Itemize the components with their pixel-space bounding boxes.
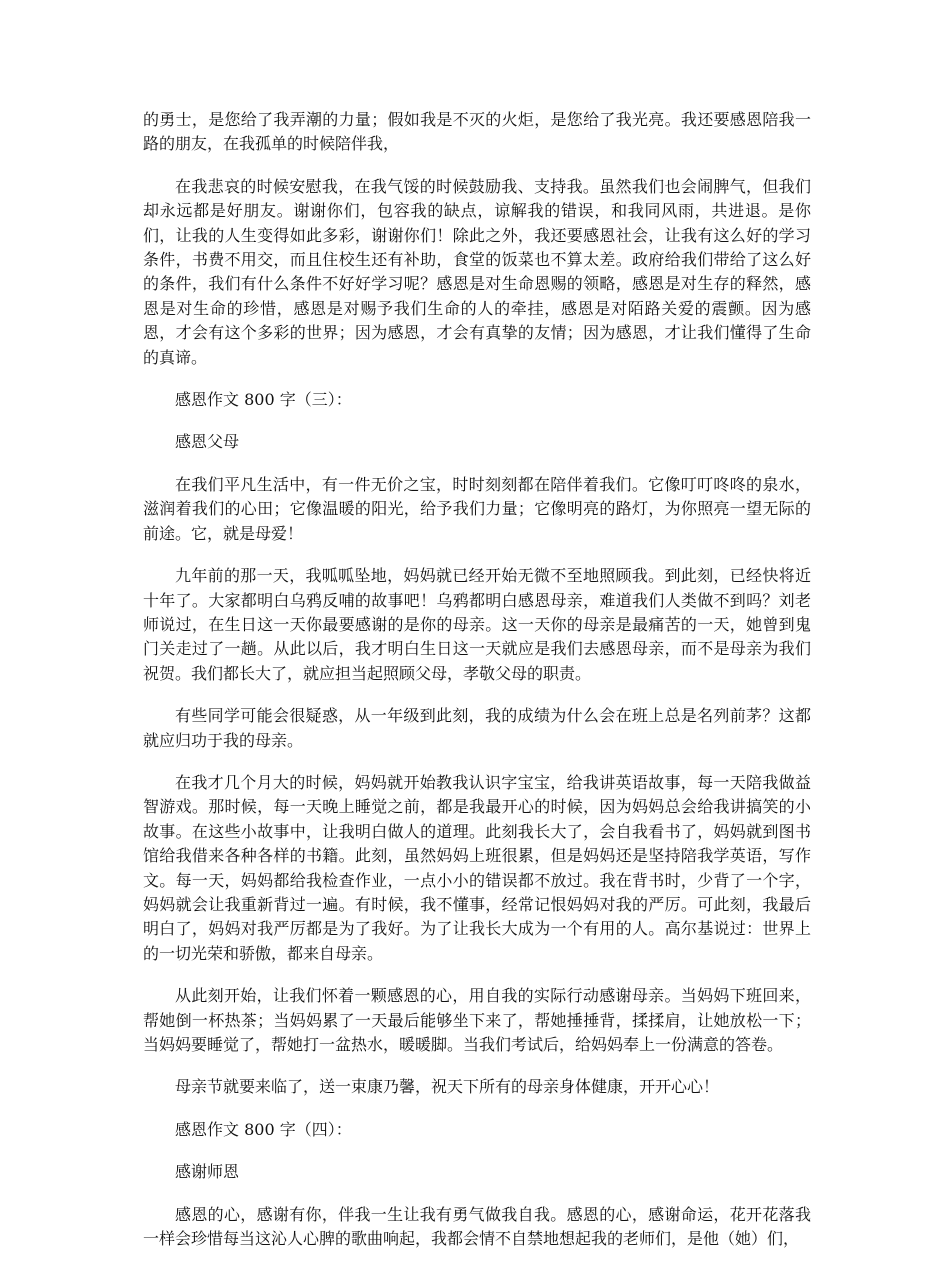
section-heading-three: 感恩作文 800 字（三）： — [175, 390, 352, 410]
paragraph-friends: 在我悲哀的时候安慰我，在我气馁的时候鼓励我、支持我。虽然我们也会闹脾气，但我们却永远都是好朋友。谢谢你们，包容我的缺点，谅解我的错误，和我同风雨，共进退。是你们，让我的人生变得如此多彩，谢谢你们！除此之外，我还要感恩社会，让我有这么好的学习条件，书费不用交，而且住校生还有补助，食堂的饭菜也不算太差。政府给我们带给了这么好的条件，我们有什么条件不好好学习呢？感恩是对生命恩赐的领略，感恩是对生存的释然，感恩是对生命的珍惜，感恩是对赐予我们生命的人的牵挂，感恩是对陌路关爱的震颤。因为感恩，才会有这个多彩的世界；因为感恩，才会有真挚的友情；因为感恩，才让我们懂得了生命的真谛。 — [143, 176, 811, 367]
paragraph-from-now: 从此刻开始，让我们怀着一颗感恩的心，用自我的实际行动感谢母亲。当妈妈下班回来，帮她倒一杯热茶；当妈妈累了一天最后能够坐下来了，帮她捶捶背，揉揉肩，让她放松一下；当妈妈要睡觉了，帮她打一盆热水，暖暖脚。当我们考试后，给妈妈奉上一份满意的答卷。 — [143, 986, 811, 1054]
paragraph-grateful-heart: 感恩的心，感谢有你，伴我一生让我有勇气做我自我。感恩的心，感谢命运，花开花落我一样会珍惜每当这沁人心脾的歌曲响起，我都会情不自禁地想起我的老师们，是他（她）们， — [143, 1204, 811, 1249]
essay-title-thank-teachers: 感谢师恩 — [175, 1162, 240, 1182]
paragraph-mother-teaching: 在我才几个月大的时候，妈妈就开始教我认识字宝宝，给我讲英语故事，每一天陪我做益智游戏。那时候，每一天晚上睡觉之前，都是我最开心的时候，因为妈妈总会给我讲搞笑的小故事。在这些小故事中，让我明白做人的道理。此刻我长大了，会自我看书了，妈妈就到图书馆给我借来各种各样的书籍。此刻，虽然妈妈上班很累，但是妈妈还是坚持陪我学英语，写作文。每一天，妈妈都给我检查作业，一点小小的错误都不放过。我在背书时，少背了一个字，妈妈就会让我重新背过一遍。有时候，我不懂事，经常记恨妈妈对我的严厉。可此刻，我最后明白了，妈妈对我严厉都是为了我好。为了让我长大成为一个有用的人。高尔基说过：世界上的一切光荣和骄傲，都来自母亲。 — [143, 772, 811, 963]
paragraph-mothers-day: 母亲节就要来临了，送一束康乃馨，祝天下所有的母亲身体健康，开开心心！ — [175, 1077, 720, 1097]
essay-title-thank-parents: 感恩父母 — [175, 432, 240, 452]
section-heading-four: 感恩作文 800 字（四）： — [175, 1119, 352, 1139]
paragraph-grades: 有些同学可能会很疑惑，从一年级到此刻，我的成绩为什么会在班上总是名列前茅？这都就应归功于我的母亲。 — [143, 706, 811, 750]
paragraph-continuation: 的勇士，是您给了我弄潮的力量；假如我是不灭的火炬，是您给了我光亮。我还要感恩陪我一路的朋友，在我孤单的时候陪伴我， — [143, 110, 811, 154]
paragraph-birth: 九年前的那一天，我呱呱坠地，妈妈就已经开始无微不至地照顾我。到此刻，已经快将近十年了。大家都明白乌鸦反哺的故事吧！乌鸦都明白感恩母亲，难道我们人类做不到吗？刘老师说过，在生日这一天你最要感谢的是你的母亲。这一天你的母亲是最痛苦的一天，她曾到鬼门关走过了一趟。从此以后，我才明白生日这一天就应是我们去感恩母亲，而不是母亲为我们祝贺。我们都长大了，就应担当起照顾父母，孝敬父母的职责。 — [143, 566, 811, 683]
document-body — [143, 108, 811, 1269]
paragraph-treasure: 在我们平凡生活中，有一件无价之宝，时时刻刻都在陪伴着我们。它像叮叮咚咚的泉水，滋润着我们的心田；它像温暖的阳光，给予我们力量；它像明亮的路灯，为你照亮一望无际的前途。它，就是母爱！ — [143, 474, 811, 543]
